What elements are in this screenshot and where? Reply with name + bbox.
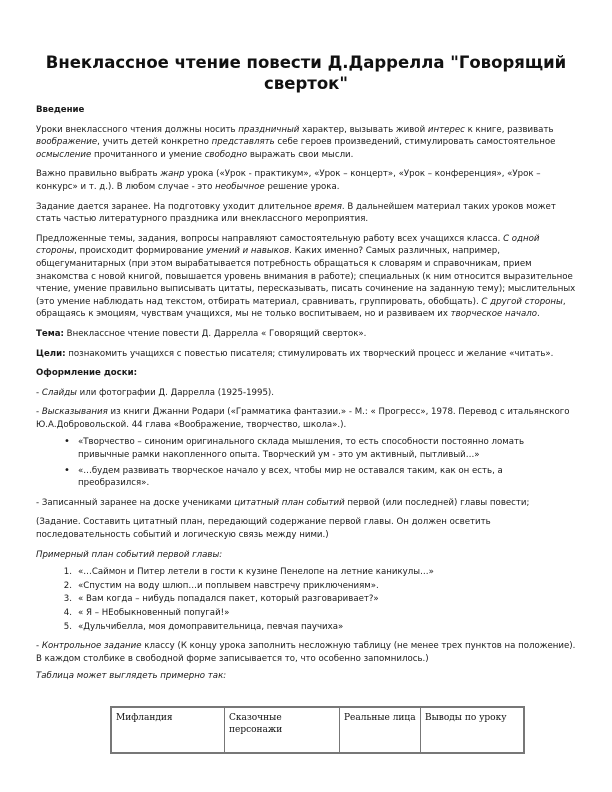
list-item: 3. « Вам когда – нибудь попадался пакет, который разговаривает?» xyxy=(63,594,379,605)
table-header-cell: Сказочные персонажи xyxy=(225,707,340,753)
intro-paragraph-1: Уроки внеклассного чтения должны носить праздничный характер, вызывать живой интерес к книге, развивать воображение, учить детей конкретно представлять себе героев произведений, стимулировать самостоятельное осмысление прочитанного и умение свободно выражать свои мысли. xyxy=(36,124,556,160)
task-note: (Задание. Составить цитатный план, передающий содержание первой главы. Он должен осветить последовательность событий и логическую связь между ними.) xyxy=(36,517,491,541)
table-header-cell: Выводы по уроку xyxy=(421,707,525,753)
summary-table xyxy=(110,706,525,754)
list-item: 5. «Дульчибелла, моя домоправительница, певчая паучиха» xyxy=(63,621,344,632)
plan-heading: Примерный план событий первой главы: xyxy=(36,549,223,560)
intro-paragraph-4: Предложенные темы, задания, вопросы направляют самостоятельную работу всех учащихся класса. С одной стороны, происходит формирование умений и навыков. Каких именно? Самых различных, например, общегуманитарных (при этом вырабатывается потребность обращаться к словарям и справочникам, прием знакомства с новой книгой, повышается уровень внимания в работе); специальных (к ним относится выразительное чтение, умение правильно выписывать цитаты, пересказывать, писать сочинение на заданную тему); мыслительных (это умение наблюдать над текстом, отбирать материал, сравнивать, группировать, обобщать). С другой стороны, обращаясь к эмоциям, чувствам учащихся, мы не только воспитываем, но и развиваем их творческое начало. xyxy=(36,233,576,320)
board-quotes-intro: - Высказывания из книги Джанни Родари («Грамматика фантазии.» - М.: « Прогресс», 1978. Перевод с итальянского Ю.А.Добровольской. 44 глава «Воображение, творчество, школа».). xyxy=(36,407,570,430)
page-title: Внеклассное чтение повести Д.Даррелла "Говорящий сверток" xyxy=(45,53,567,93)
list-item: 4. « Я – НЕобыкновенный попугай!» xyxy=(63,608,230,618)
list-item: • «…будем развивать творческое начало у всех, чтобы мир не оставался таким, как он есть, а преобразился». xyxy=(78,465,576,490)
board-slides: - Слайды или фотографии Д. Даррелла (1925-1995). xyxy=(36,387,275,398)
table-row xyxy=(111,707,524,753)
intro-paragraph-2: Важно правильно выбрать жанр урока («Урок - практикум», «Урок – концерт», «Урок – конференция», «Урок – конкурс» и т. д.). В любом случае - это необычное решение урока. xyxy=(36,169,541,192)
intro-paragraph-3: Задание дается заранее. На подготовку уходит длительное время. В дальнейшем материал таких уроков может стать частью литературного праздника или внеклассного мероприятия. xyxy=(36,201,556,225)
list-item: • «Творчество – синоним оригинального склада мышления, то есть способности постоянно ломать привычные рамки накопленного опыта. Творческий ум - это ум активный, пытливый…» xyxy=(78,436,576,461)
table-note: Таблица может выглядеть примерно так: xyxy=(36,671,227,682)
table-header-cell: Мифландия xyxy=(111,707,225,753)
plan-list xyxy=(36,566,576,633)
list-item: 1. «…Саймон и Питер летели в гости к кузине Пенелопе на летние каникулы…» xyxy=(63,567,434,578)
board-cited-plan: - Записанный заранее на доске учениками цитатный план событий первой (или последней) главы повести; xyxy=(36,497,530,508)
intro-heading: Введение xyxy=(36,105,85,115)
control-task: - Контрольное задание классу (К концу урока заполнить несложную таблицу (не менее трех пунктов на положение). В каждом столбике в свободной форме записывается то, что особенно запомнилось.) xyxy=(36,641,576,664)
table-header-cell: Реальные лица xyxy=(340,707,421,753)
board-heading: Оформление доски: xyxy=(36,368,138,379)
lesson-goals: Цели: познакомить учащихся с повестью писателя; стимулировать их творческий процесс и желание «читать». xyxy=(36,348,554,359)
lesson-theme: Тема: Внеклассное чтение повести Д. Даррелла « Говорящий сверток». xyxy=(36,328,367,339)
quotes-list xyxy=(36,436,576,489)
list-item: 2. «Спустим на воду шлюп…и поплывем навстречу приключениям». xyxy=(63,580,379,591)
